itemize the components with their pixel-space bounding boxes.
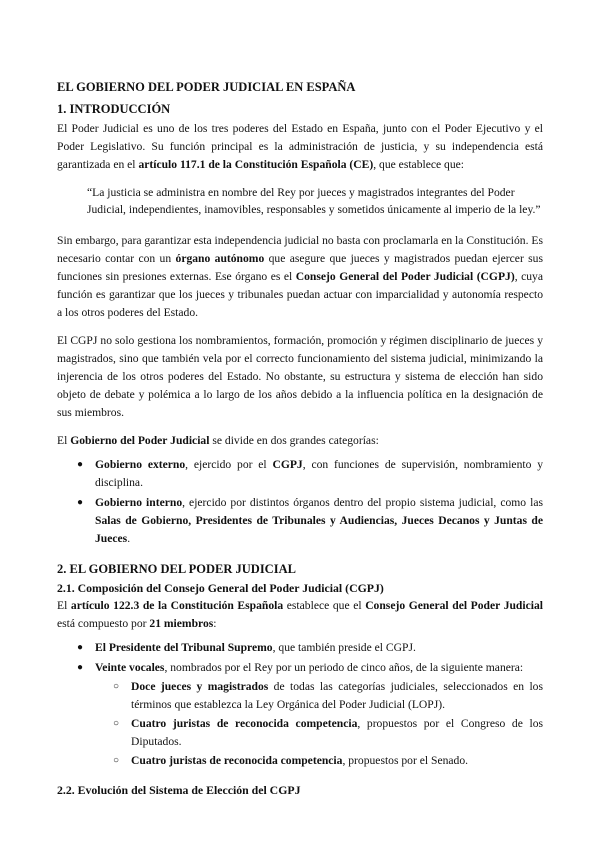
bullet-icon: ● bbox=[77, 642, 84, 653]
list-item bbox=[57, 639, 543, 657]
bold-text: CGPJ bbox=[272, 458, 303, 471]
text: Sin embargo, para garantizar esta independencia judicial no basta con proclamarla en la Constitución. Es necesario contar con un bbox=[57, 234, 543, 265]
intro-paragraph-4 bbox=[57, 432, 543, 450]
text: , que establece que: bbox=[373, 158, 465, 171]
circle-bullet-icon: ○ bbox=[113, 718, 120, 729]
spacer bbox=[57, 550, 543, 560]
bullet-icon: ● bbox=[77, 662, 84, 673]
text: de todas las categorías judiciales, seleccionados en los términos que establezca la Ley Orgánica del Poder Judicial (LOPJ). bbox=[131, 680, 543, 711]
text: está compuesto por bbox=[57, 617, 150, 630]
bold-text: Doce jueces y magistrados bbox=[131, 680, 269, 693]
text: , ejercido por el bbox=[185, 458, 273, 471]
intro-paragraph-3: El CGPJ no solo gestiona los nombramientos, formación, promoción y régimen disciplinario de jueces y magistrados, sino que también vela por el correcto funcionamiento del sistema judicial, minimizando la injerencia de los otros poderes del Estado. No obstante, su estructura y sistema de elección han sido objeto de debate y polémica a lo largo de los años debido a la influencia política en la designación de sus miembros. bbox=[57, 334, 543, 419]
document-title: EL GOBIERNO DEL PODER JUDICIAL EN ESPAÑA bbox=[57, 80, 356, 94]
bold-text: artículo 117.1 de la Constitución Española (CE) bbox=[138, 158, 374, 171]
text: El bbox=[57, 599, 71, 612]
bold-text: Cuatro juristas de reconocida competencia bbox=[131, 754, 343, 767]
bold-text: Consejo General del Poder Judicial bbox=[365, 599, 543, 612]
bold-text: Veinte vocales bbox=[95, 661, 165, 674]
constitution-quote: “La justicia se administra en nombre del Rey por jueces y magistrados integrantes del Poder Judicial, independientes, inamovibles, responsables y sometidos únicamente al imperio de la ley.” bbox=[87, 186, 541, 216]
bold-text: Gobierno del Poder Judicial bbox=[70, 434, 210, 447]
text: , propuestos por el Congreso de los Diputados. bbox=[131, 717, 544, 748]
sublist-item bbox=[57, 752, 543, 770]
list-item bbox=[57, 494, 543, 548]
list-item bbox=[57, 456, 543, 492]
subsection-2-1-heading: 2.1. Composición del Consejo General del Poder Judicial (CGPJ) bbox=[57, 581, 384, 595]
list-item bbox=[57, 659, 543, 770]
bold-text: Cuatro juristas de reconocida competencia bbox=[131, 717, 358, 730]
document-content bbox=[57, 78, 543, 799]
bold-text: Consejo General del Poder Judicial (CGPJ) bbox=[295, 270, 515, 283]
text: , ejercido por distintos órganos dentro del propio sistema judicial, como las bbox=[182, 496, 543, 509]
sublist-item bbox=[57, 678, 543, 714]
text: , con funciones de supervisión, nombramiento y disciplina. bbox=[95, 458, 543, 489]
text: El bbox=[57, 434, 71, 447]
bold-text: Gobierno externo bbox=[95, 458, 186, 471]
spacer bbox=[57, 772, 543, 782]
bold-text: órgano autónomo bbox=[175, 252, 265, 265]
sublist-item bbox=[57, 715, 543, 751]
text: , cuya función es garantizar que los jueces y tribunales puedan actuar con imparcialidad y autonomía respecto a los otros poderes del Estado. bbox=[57, 270, 543, 319]
text: : bbox=[213, 617, 217, 630]
vocales-sublist bbox=[95, 678, 543, 770]
bullet-icon: ● bbox=[77, 497, 84, 508]
intro-paragraph-2 bbox=[57, 232, 543, 322]
cgpj-members-list bbox=[57, 639, 543, 770]
intro-paragraph-1 bbox=[57, 120, 543, 174]
text: , propuestos por el Senado. bbox=[342, 754, 469, 767]
text: , que también preside el CGPJ. bbox=[272, 641, 416, 654]
text: se divide en dos grandes categorías: bbox=[209, 434, 379, 447]
bold-text: Gobierno interno bbox=[95, 496, 183, 509]
bold-text: El Presidente del Tribunal Supremo bbox=[95, 641, 273, 654]
circle-bullet-icon: ○ bbox=[113, 681, 120, 692]
text: que asegure que jueces y magistrados puedan ejercer sus funciones sin presiones externas. Ese órgano es el bbox=[57, 252, 543, 283]
bullet-icon: ● bbox=[77, 459, 84, 470]
text: El Poder Judicial es uno de los tres poderes del Estado en España, junto con el Poder Ejecutivo y el Poder Legislativo. Su función principal es la administración de justicia, y su independencia está garantizada en el bbox=[57, 122, 543, 171]
bold-text: 21 miembros bbox=[149, 617, 214, 630]
text: . bbox=[127, 532, 131, 545]
text: , nombrados por el Rey por un periodo de cinco años, de la siguiente manera: bbox=[164, 661, 524, 674]
circle-bullet-icon: ○ bbox=[113, 755, 120, 766]
bold-text: artículo 122.3 de la Constitución Española bbox=[70, 599, 284, 612]
section-2-heading: 2. EL GOBIERNO DEL PODER JUDICIAL bbox=[57, 562, 296, 576]
governance-categories-list bbox=[57, 456, 543, 548]
bold-text: Salas de Gobierno, Presidentes de Tribunales y Audiencias, Jueces Decanos y Juntas de Jueces bbox=[95, 514, 543, 545]
text: establece que el bbox=[283, 599, 366, 612]
composition-paragraph bbox=[57, 597, 543, 633]
section-1-heading: 1. INTRODUCCIÓN bbox=[57, 102, 171, 116]
subsection-2-2-heading: 2.2. Evolución del Sistema de Elección del CGPJ bbox=[57, 783, 301, 797]
